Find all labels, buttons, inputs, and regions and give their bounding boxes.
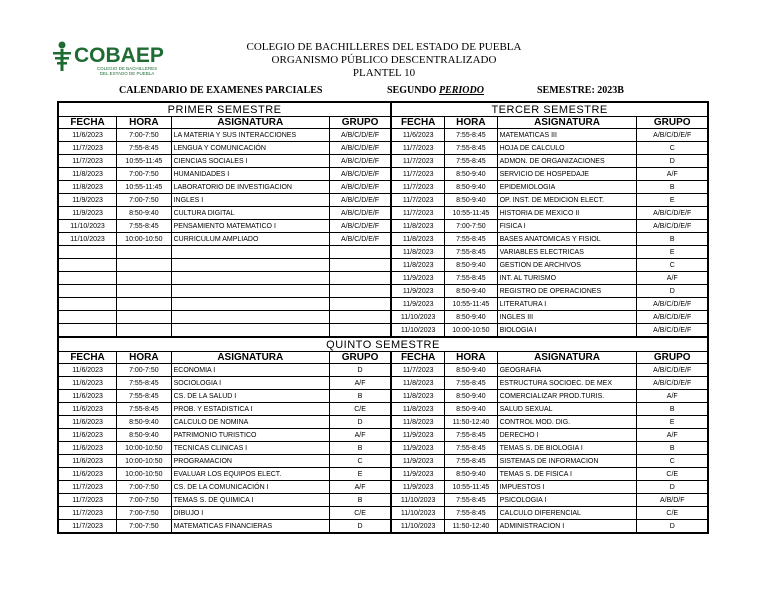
exam-time: 10:00-10:50 (117, 455, 172, 468)
table-row (58, 429, 708, 442)
exam-date (58, 272, 117, 285)
exam-date: 11/6/2023 (58, 129, 117, 142)
exam-date: 11/9/2023 (391, 455, 444, 468)
exam-time: 11:50-12:40 (445, 416, 497, 429)
exam-date: 11/7/2023 (58, 155, 117, 168)
exam-time: 7:55-8:45 (117, 390, 172, 403)
exam-date: 11/6/2023 (58, 468, 117, 481)
exam-date: 11/7/2023 (58, 481, 117, 494)
exam-subject: EVALUAR LOS EQUIPOS ELECT. (171, 468, 329, 481)
exam-subject: LA MATERIA Y SUS INTERACCIONES (171, 129, 329, 142)
exam-time: 7:00-7:50 (117, 494, 172, 507)
exam-time: 8:50-9:40 (445, 364, 497, 377)
school-name: COLEGIO DE BACHILLERES DEL ESTADO DE PUEBLA (246, 41, 522, 53)
exam-group: A/B/C/D/E/F (329, 129, 391, 142)
exam-group: C/E (637, 507, 708, 520)
exam-date: 11/9/2023 (391, 272, 444, 285)
exam-time: 11:50-12:40 (445, 520, 497, 534)
exam-subject: COMERCIALIZAR PROD.TURIS. (497, 390, 637, 403)
organism-type: ORGANISMO PÚBLICO DESCENTRALIZADO (271, 54, 497, 66)
exam-date: 11/8/2023 (391, 220, 444, 233)
exam-group: D (329, 416, 391, 429)
exam-subject: GESTION DE ARCHIVOS (497, 259, 637, 272)
table-row (58, 129, 708, 142)
exam-time: 8:50-9:40 (117, 429, 172, 442)
exam-time (117, 311, 172, 324)
exam-date: 11/7/2023 (58, 520, 117, 534)
exam-group: A/B/C/D/E/F (329, 233, 391, 246)
exam-time: 7:00-7:50 (117, 481, 172, 494)
exam-subject: EPIDEMIOLOGIA (497, 181, 637, 194)
exam-group: D (329, 520, 391, 534)
exam-date: 11/10/2023 (391, 520, 444, 534)
exam-group (329, 324, 391, 338)
column-header: FECHA (58, 352, 117, 364)
exam-date: 11/8/2023 (391, 246, 444, 259)
exam-subject: PATRIMONIO TURISTICO (171, 429, 329, 442)
exam-time: 7:55-8:45 (445, 246, 497, 259)
tercer-semestre-title: TERCER SEMESTRE (391, 102, 708, 117)
exam-date: 11/10/2023 (58, 233, 117, 246)
exam-subject: CS. DE LA COMUNICACIÓN I (171, 481, 329, 494)
exam-subject: ECONOMIA I (171, 364, 329, 377)
exam-time: 7:55-8:45 (445, 155, 497, 168)
exam-time: 7:55-8:45 (117, 403, 172, 416)
exam-date: 11/6/2023 (58, 390, 117, 403)
exam-date: 11/7/2023 (391, 194, 444, 207)
exam-group: C (637, 455, 708, 468)
exam-time: 7:55-8:45 (117, 142, 172, 155)
exam-time: 7:55-8:45 (445, 377, 497, 390)
exam-subject: GEOGRAFIA (497, 364, 637, 377)
exam-subject: SISTEMAS DE INFORMACION (497, 455, 637, 468)
exam-time (117, 324, 172, 338)
exam-subject: CULTURA DIGITAL (171, 207, 329, 220)
exam-time: 7:55-8:45 (445, 507, 497, 520)
exam-date: 11/8/2023 (391, 390, 444, 403)
column-header: ASIGNATURA (171, 352, 329, 364)
calendar-title: CALENDARIO DE EXAMENES PARCIALES (119, 85, 323, 96)
table-row (58, 311, 708, 324)
table-row (58, 142, 708, 155)
exam-date (58, 246, 117, 259)
exam-group (329, 311, 391, 324)
logo-wordmark: COBAEP (74, 44, 164, 67)
exam-date: 11/7/2023 (391, 168, 444, 181)
exam-group: B (637, 233, 708, 246)
exam-time: 10:55-11:45 (445, 207, 497, 220)
column-header-row (58, 352, 708, 364)
exam-time: 7:55-8:45 (445, 429, 497, 442)
exam-time: 8:50-9:40 (445, 259, 497, 272)
exam-time: 8:50-9:40 (445, 403, 497, 416)
column-header: GRUPO (637, 352, 708, 364)
exam-date: 11/9/2023 (391, 298, 444, 311)
exam-date: 11/8/2023 (391, 233, 444, 246)
column-header: HORA (445, 117, 497, 129)
exam-time: 7:00-7:50 (117, 364, 172, 377)
exam-date: 11/9/2023 (391, 468, 444, 481)
exam-subject: LABORATORIO DE INVESTIGACION (171, 181, 329, 194)
exam-group: A/F (637, 429, 708, 442)
exam-time: 8:50-9:40 (445, 285, 497, 298)
table-row (58, 442, 708, 455)
table-row (58, 259, 708, 272)
exam-group: A/B/C/D/E/F (329, 207, 391, 220)
table-row (58, 272, 708, 285)
exam-date: 11/10/2023 (391, 494, 444, 507)
exam-group: D (637, 481, 708, 494)
exam-subject (171, 246, 329, 259)
exam-time (117, 246, 172, 259)
column-header: FECHA (391, 352, 444, 364)
logo-subtitle: COLEGIO DE BACHILLERES DEL ESTADO DE PUEBLA (96, 66, 158, 76)
exam-subject: SERVICIO DE HOSPEDAJE (497, 168, 637, 181)
exam-subject: BIOLOGIA I (497, 324, 637, 338)
exam-time: 8:50-9:40 (445, 194, 497, 207)
exam-subject: DIBUJO I (171, 507, 329, 520)
exam-subject: REGISTRO DE OPERACIONES (497, 285, 637, 298)
table-row (58, 181, 708, 194)
exam-date: 11/9/2023 (391, 285, 444, 298)
exam-subject: TEMAS S. DE BIOLOGIA I (497, 442, 637, 455)
exam-date: 11/7/2023 (391, 142, 444, 155)
exam-subject (171, 298, 329, 311)
exam-group: A/B/C/D/E/F (637, 377, 708, 390)
exam-group: E (329, 468, 391, 481)
exam-date: 11/6/2023 (58, 429, 117, 442)
exam-subject: TEMAS S. DE QUIMICA I (171, 494, 329, 507)
exam-subject: CIENCIAS SOCIALES I (171, 155, 329, 168)
column-header: GRUPO (637, 117, 708, 129)
exam-subject: HUMANIDADES I (171, 168, 329, 181)
exam-subject: LENGUA Y COMUNICACIÓN (171, 142, 329, 155)
table-row (58, 364, 708, 377)
exam-time: 7:55-8:45 (445, 142, 497, 155)
exam-time: 7:00-7:50 (117, 520, 172, 534)
exam-time: 7:00-7:50 (445, 220, 497, 233)
exam-group: C/E (637, 468, 708, 481)
exam-date: 11/6/2023 (58, 442, 117, 455)
exam-time: 10:00-10:50 (117, 468, 172, 481)
column-header-row (58, 117, 708, 129)
exam-group: A/B/C/D/E/F (637, 220, 708, 233)
exam-group: C (329, 455, 391, 468)
exam-group: E (637, 416, 708, 429)
exam-group: A/F (637, 168, 708, 181)
exam-time: 7:55-8:45 (445, 233, 497, 246)
exam-date: 11/7/2023 (391, 207, 444, 220)
table-row (58, 468, 708, 481)
exam-date: 11/7/2023 (58, 142, 117, 155)
table-row (58, 194, 708, 207)
exam-group: C/E (329, 403, 391, 416)
exam-group: C (637, 259, 708, 272)
table-row (58, 298, 708, 311)
exam-subject: SOCIOLOGIA I (171, 377, 329, 390)
exam-group: A/F (637, 272, 708, 285)
exam-group: A/B/C/D/E/F (637, 129, 708, 142)
exam-date: 11/9/2023 (58, 194, 117, 207)
column-header: FECHA (391, 117, 444, 129)
exam-subject: TECNICAS CLINICAS I (171, 442, 329, 455)
exam-group: A/B/C/D/E/F (329, 220, 391, 233)
exam-schedule-table (57, 101, 709, 534)
column-header: GRUPO (329, 117, 391, 129)
exam-time: 7:55-8:45 (445, 494, 497, 507)
exam-group: B (329, 390, 391, 403)
exam-subject: SALUD SEXUAL (497, 403, 637, 416)
exam-time: 7:55-8:45 (445, 272, 497, 285)
exam-group (329, 246, 391, 259)
table-row (58, 233, 708, 246)
exam-group: A/B/C/D/E/F (637, 324, 708, 338)
exam-time: 8:50-9:40 (445, 311, 497, 324)
exam-subject: PROB. Y ESTADISTICA I (171, 403, 329, 416)
exam-date: 11/9/2023 (391, 442, 444, 455)
exam-date: 11/7/2023 (391, 155, 444, 168)
exam-date: 11/8/2023 (391, 403, 444, 416)
exam-date (58, 298, 117, 311)
exam-group: E (637, 246, 708, 259)
exam-group: D (329, 364, 391, 377)
exam-time: 8:50-9:40 (445, 181, 497, 194)
column-header: HORA (117, 352, 172, 364)
column-header: ASIGNATURA (171, 117, 329, 129)
exam-subject: CALCULO DE NOMINA (171, 416, 329, 429)
semester-label: SEMESTRE: 2023B (537, 85, 624, 96)
exam-subject (171, 285, 329, 298)
exam-time: 7:55-8:45 (117, 220, 172, 233)
exam-date: 11/6/2023 (58, 403, 117, 416)
exam-time: 7:55-8:45 (117, 377, 172, 390)
exam-group: A/F (637, 390, 708, 403)
exam-group (329, 259, 391, 272)
quinto-semestre-title: QUINTO SEMESTRE (58, 337, 708, 352)
exam-group: B (329, 442, 391, 455)
exam-group: A/B/C/D/E/F (637, 298, 708, 311)
exam-group: D (637, 285, 708, 298)
exam-time: 10:55-11:45 (445, 298, 497, 311)
exam-time: 7:55-8:45 (445, 455, 497, 468)
exam-time: 10:55-11:45 (445, 481, 497, 494)
exam-group: B (637, 442, 708, 455)
exam-time: 10:55-11:45 (117, 155, 172, 168)
exam-date: 11/9/2023 (391, 481, 444, 494)
exam-time: 10:00-10:50 (117, 442, 172, 455)
table-row (58, 481, 708, 494)
table-row (58, 403, 708, 416)
exam-group (329, 272, 391, 285)
exam-date: 11/10/2023 (58, 220, 117, 233)
exam-subject: FISICA I (497, 220, 637, 233)
exam-group: D (637, 155, 708, 168)
exam-date: 11/7/2023 (58, 494, 117, 507)
exam-date: 11/8/2023 (391, 259, 444, 272)
exam-time: 8:50-9:40 (445, 468, 497, 481)
table-row (58, 507, 708, 520)
exam-subject: PSICOLOGIA I (497, 494, 637, 507)
exam-subject (171, 311, 329, 324)
exam-time: 7:55-8:45 (445, 442, 497, 455)
exam-date: 11/8/2023 (391, 377, 444, 390)
exam-group: A/B/C/D/E/F (329, 168, 391, 181)
primer-semestre-title: PRIMER SEMESTRE (58, 102, 391, 117)
exam-subject: CALCULO DIFERENCIAL (497, 507, 637, 520)
exam-subject: OP. INST. DE MEDICION ELECT. (497, 194, 637, 207)
exam-subject: VARIABLES ELECTRICAS (497, 246, 637, 259)
exam-group: A/B/D/F (637, 494, 708, 507)
exam-time: 10:55-11:45 (117, 181, 172, 194)
exam-group: D (637, 520, 708, 534)
exam-time: 8:50-9:40 (445, 390, 497, 403)
exam-subject: CONTROL MOD. DIG. (497, 416, 637, 429)
exam-date: 11/8/2023 (58, 168, 117, 181)
table-row (58, 246, 708, 259)
exam-group: A/B/C/D/E/F (329, 155, 391, 168)
exam-time: 7:00-7:50 (117, 194, 172, 207)
exam-subject: MATEMATICAS FINANCIERAS (171, 520, 329, 534)
exam-group: E (637, 194, 708, 207)
exam-group: A/B/C/D/E/F (329, 142, 391, 155)
exam-group: A/B/C/D/E/F (329, 194, 391, 207)
exam-time: 8:50-9:40 (117, 207, 172, 220)
exam-group: A/B/C/D/E/F (637, 364, 708, 377)
column-header: ASIGNATURA (497, 117, 637, 129)
table-row (58, 377, 708, 390)
exam-group: A/B/C/D/E/F (637, 311, 708, 324)
column-header: HORA (117, 117, 172, 129)
column-header: FECHA (58, 117, 117, 129)
exam-group: C (637, 142, 708, 155)
exam-subject (171, 272, 329, 285)
exam-group (329, 285, 391, 298)
exam-time: 8:50-9:40 (117, 416, 172, 429)
exam-time: 10:00-10:50 (117, 233, 172, 246)
exam-date: 11/6/2023 (58, 455, 117, 468)
exam-subject: ADMON. DE ORGANIZACIONES (497, 155, 637, 168)
exam-group: C/E (329, 507, 391, 520)
exam-subject: CURRICULUM AMPLIADO (171, 233, 329, 246)
exam-subject: DERECHO I (497, 429, 637, 442)
exam-date: 11/10/2023 (391, 507, 444, 520)
period-prefix: SEGUNDO (387, 85, 437, 96)
exam-subject: INGLES I (171, 194, 329, 207)
table-row (58, 455, 708, 468)
exam-group (329, 298, 391, 311)
table-row (58, 285, 708, 298)
exam-subject: TEMAS S. DE FISICA I (497, 468, 637, 481)
exam-group: A/F (329, 429, 391, 442)
exam-date (58, 311, 117, 324)
table-row (58, 220, 708, 233)
table-row (58, 207, 708, 220)
exam-subject: LITERATURA I (497, 298, 637, 311)
column-header: GRUPO (329, 352, 391, 364)
table-row (58, 520, 708, 534)
campus-name: PLANTEL 10 (352, 67, 416, 79)
table-row (58, 390, 708, 403)
exam-time (117, 272, 172, 285)
exam-time: 8:50-9:40 (445, 168, 497, 181)
exam-date: 11/10/2023 (391, 311, 444, 324)
exam-subject (171, 324, 329, 338)
exam-time: 7:55-8:45 (445, 129, 497, 142)
period-label (387, 85, 484, 96)
table-row (58, 324, 708, 338)
exam-group: A/B/C/D/E/F (637, 207, 708, 220)
exam-date (58, 285, 117, 298)
exam-subject: PROGRAMACION (171, 455, 329, 468)
exam-date: 11/8/2023 (391, 416, 444, 429)
exam-time (117, 298, 172, 311)
exam-subject: MATEMATICAS III (497, 129, 637, 142)
exam-subject: INGLES III (497, 311, 637, 324)
exam-subject: HOJA DE CALCULO (497, 142, 637, 155)
exam-group: B (637, 181, 708, 194)
section-title-row (58, 337, 708, 352)
column-header: HORA (445, 352, 497, 364)
exam-time: 10:00-10:50 (445, 324, 497, 338)
exam-date (58, 259, 117, 272)
exam-subject: ADMINISTRACION I (497, 520, 637, 534)
exam-date: 11/8/2023 (58, 181, 117, 194)
exam-subject: CS. DE LA SALUD I (171, 390, 329, 403)
table-row (58, 416, 708, 429)
exam-time (117, 259, 172, 272)
exam-time: 7:00-7:50 (117, 168, 172, 181)
table-row (58, 168, 708, 181)
exam-time: 7:00-7:50 (117, 129, 172, 142)
exam-group: B (329, 494, 391, 507)
exam-date: 11/9/2023 (391, 429, 444, 442)
exam-date: 11/6/2023 (58, 416, 117, 429)
exam-subject: HISTORIA DE MEXICO II (497, 207, 637, 220)
exam-group: A/F (329, 481, 391, 494)
exam-group: A/F (329, 377, 391, 390)
exam-group: A/B/C/D/E/F (329, 181, 391, 194)
exam-subject: ESTRUCTURA SOCIOEC. DE MEX (497, 377, 637, 390)
table-row (58, 155, 708, 168)
exam-subject: BASES ANATOMICAS Y FISIOL (497, 233, 637, 246)
table-row (58, 494, 708, 507)
period-word: PERIODO (438, 85, 484, 96)
exam-date (58, 324, 117, 338)
exam-date: 11/10/2023 (391, 324, 444, 338)
exam-time: 7:00-7:50 (117, 507, 172, 520)
exam-subject: INT. AL TURISMO (497, 272, 637, 285)
exam-date: 11/6/2023 (58, 377, 117, 390)
exam-date: 11/6/2023 (58, 364, 117, 377)
exam-subject (171, 259, 329, 272)
column-header: ASIGNATURA (497, 352, 637, 364)
section-title-row (58, 102, 708, 117)
exam-subject: IMPUESTOS I (497, 481, 637, 494)
exam-date: 11/7/2023 (391, 181, 444, 194)
exam-group: B (637, 403, 708, 416)
exam-date: 11/7/2023 (58, 507, 117, 520)
exam-date: 11/7/2023 (391, 364, 444, 377)
exam-date: 11/9/2023 (58, 207, 117, 220)
exam-date: 11/6/2023 (391, 129, 444, 142)
exam-time (117, 285, 172, 298)
exam-subject: PENSAMIENTO MATEMATICO I (171, 220, 329, 233)
